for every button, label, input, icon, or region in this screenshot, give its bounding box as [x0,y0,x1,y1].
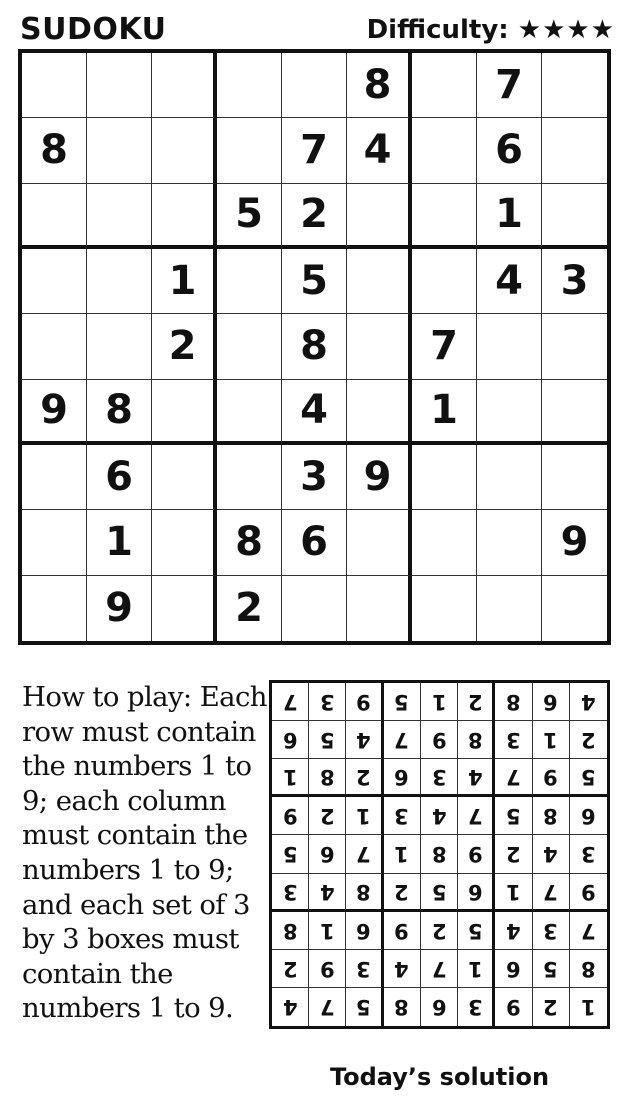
solution-cell [458,988,495,1026]
sudoku-given-cell: 5 [282,249,347,314]
solution-cell [495,950,532,988]
solution-cell [346,874,383,912]
sudoku-empty-cell[interactable] [217,53,282,118]
solution-digit: 9 [282,804,298,829]
solution-cell [421,759,458,797]
sudoku-empty-cell[interactable] [152,380,217,445]
solution-cell [309,683,346,721]
solution-digit: 3 [320,690,335,715]
sudoku-empty-cell[interactable] [22,445,87,510]
solution-cell [421,683,458,721]
solution-digit: 6 [467,879,483,904]
solution-cell [384,874,421,912]
solution-cell [570,950,607,988]
solution-digit: 8 [356,879,371,904]
solution-digit: 9 [431,728,447,753]
solution-cell [570,759,607,797]
solution-cell [309,759,346,797]
solution-digit: 6 [506,956,521,981]
solution-digit: 7 [543,879,558,904]
solution-cell [495,759,532,797]
solution-cell [458,950,495,988]
sudoku-given-cell: 9 [542,510,607,575]
sudoku-empty-cell[interactable] [347,510,412,575]
solution-cell [384,988,421,1026]
solution-digit: 8 [394,995,410,1020]
sudoku-empty-cell[interactable] [152,118,217,183]
solution-cell [272,950,309,988]
solution-digit: 3 [467,995,483,1020]
sudoku-empty-cell[interactable] [282,576,347,641]
solution-digit: 6 [543,690,558,715]
solution-digit: 7 [467,804,483,829]
solution-digit: 2 [320,804,335,829]
solution-digit: 4 [543,842,558,867]
sudoku-empty-cell[interactable] [22,510,87,575]
solution-digit: 1 [282,765,298,790]
sudoku-empty-cell[interactable] [87,118,152,183]
solution-cell [495,874,532,912]
solution-cell [570,835,607,873]
solution-cell [570,988,607,1026]
difficulty-rating [367,10,615,50]
sudoku-empty-cell[interactable] [87,53,152,118]
solution-digit: 1 [394,842,410,867]
solution-cell [533,797,570,835]
sudoku-given-cell: 3 [282,445,347,510]
solution-digit: 5 [282,842,298,867]
solution-digit: 6 [320,842,335,867]
sudoku-empty-cell[interactable] [217,118,282,183]
solution-cell [272,912,309,950]
solution-cell [346,797,383,835]
sudoku-given-cell: 7 [477,53,542,118]
sudoku-empty-cell[interactable] [542,576,607,641]
solution-digit: 9 [581,879,596,904]
solution-cell [384,721,421,759]
solution-digit: 6 [282,728,298,753]
solution-cell [495,835,532,873]
solution-cell [346,683,383,721]
sudoku-empty-cell[interactable] [152,445,217,510]
solution-cell [309,912,346,950]
sudoku-empty-cell[interactable] [152,53,217,118]
sudoku-given-cell: 9 [347,445,412,510]
solution-digit: 5 [394,690,410,715]
solution-digit: 6 [356,918,371,943]
solution-digit: 9 [320,956,335,981]
solution-cell [533,721,570,759]
sudoku-given-cell: 2 [152,314,217,379]
solution-digit: 2 [394,879,410,904]
sudoku-empty-cell[interactable] [412,184,477,249]
solution-digit: 8 [282,918,298,943]
solution-digit: 5 [506,804,521,829]
sudoku-given-cell: 3 [542,249,607,314]
solution-digit: 5 [320,728,335,753]
solution-cell [533,874,570,912]
sudoku-empty-cell[interactable] [22,53,87,118]
solution-digit: 9 [394,918,410,943]
sudoku-empty-cell[interactable] [217,380,282,445]
solution-cell [346,950,383,988]
difficulty-label: Difficulty: [366,15,509,45]
solution-cell [570,721,607,759]
solution-digit: 8 [467,728,483,753]
sudoku-given-cell: 4 [282,380,347,445]
solution-cell [272,797,309,835]
solution-digit: 6 [581,804,596,829]
solution-digit: 8 [543,804,558,829]
solution-digit: 5 [431,879,447,904]
solution-cell [272,874,309,912]
solution-digit: 3 [506,728,521,753]
sudoku-empty-cell[interactable] [542,380,607,445]
solution-digit: 5 [543,956,558,981]
solution-cell [309,988,346,1026]
solution-digit: 1 [506,879,521,904]
solution-grid [269,680,610,1029]
solution-digit: 4 [506,918,521,943]
solution-cell [384,759,421,797]
solution-cell [458,683,495,721]
sudoku-empty-cell[interactable] [477,314,542,379]
solution-digit: 1 [320,918,335,943]
solution-digit: 9 [543,765,558,790]
sudoku-given-cell: 6 [282,510,347,575]
solution-cell [384,683,421,721]
solution-digit: 4 [467,765,483,790]
solution-cell [570,797,607,835]
solution-cell [346,835,383,873]
solution-digit: 1 [431,690,447,715]
solution-cell [272,988,309,1026]
solution-cell [384,797,421,835]
solution-cell [309,950,346,988]
solution-cell [495,797,532,835]
solution-cell [458,912,495,950]
solution-digit: 1 [581,995,596,1020]
solution-cell [421,988,458,1026]
sudoku-empty-cell[interactable] [477,576,542,641]
sudoku-given-cell: 9 [22,380,87,445]
solution-cell [421,950,458,988]
solution-digit: 2 [467,690,483,715]
sudoku-empty-cell[interactable] [152,184,217,249]
sudoku-given-cell: 9 [87,576,152,641]
sudoku-empty-cell[interactable] [87,314,152,379]
sudoku-empty-cell[interactable] [542,53,607,118]
solution-cell [458,721,495,759]
solution-digit: 5 [581,765,596,790]
solution-digit: 2 [581,728,596,753]
solution-digit: 8 [506,690,521,715]
solution-cell [384,950,421,988]
page-title: SUDOKU [20,12,167,47]
solution-caption: Today’s solution [329,1063,550,1091]
solution-digit: 4 [581,690,596,715]
solution-digit: 7 [356,842,371,867]
sudoku-empty-cell[interactable] [22,576,87,641]
solution-digit: 4 [431,804,447,829]
sudoku-empty-cell[interactable] [347,576,412,641]
solution-digit: 9 [506,995,521,1020]
sudoku-given-cell: 5 [217,184,282,249]
sudoku-given-cell: 7 [412,314,477,379]
sudoku-empty-cell[interactable] [22,314,87,379]
sudoku-empty-cell[interactable] [477,380,542,445]
solution-digit: 1 [356,804,371,829]
sudoku-given-cell: 8 [347,53,412,118]
solution-digit: 7 [431,956,447,981]
solution-cell [533,759,570,797]
solution-cell [421,835,458,873]
sudoku-empty-cell[interactable] [152,510,217,575]
sudoku-empty-cell[interactable] [217,249,282,314]
solution-cell [570,874,607,912]
solution-cell [309,721,346,759]
solution-digit: 4 [282,995,298,1020]
solution-digit: 9 [467,842,483,867]
sudoku-given-cell: 8 [87,380,152,445]
sudoku-given-cell: 8 [217,510,282,575]
sudoku-empty-cell[interactable] [152,576,217,641]
sudoku-given-cell: 1 [152,249,217,314]
solution-digit: 2 [431,918,447,943]
sudoku-empty-cell[interactable] [542,445,607,510]
solution-digit: 5 [467,918,483,943]
sudoku-empty-cell[interactable] [412,118,477,183]
difficulty-stars: ★★★★ [517,15,615,45]
solution-cell [309,797,346,835]
solution-cell [346,912,383,950]
solution-cell [533,835,570,873]
solution-cell [458,759,495,797]
solution-cell [570,912,607,950]
sudoku-given-cell: 7 [282,118,347,183]
sudoku-given-cell: 8 [282,314,347,379]
sudoku-given-cell: 2 [282,184,347,249]
solution-cell [421,721,458,759]
solution-cell [346,759,383,797]
solution-digit: 1 [543,728,558,753]
solution-cell [458,874,495,912]
solution-cell [272,835,309,873]
solution-digit: 4 [320,879,335,904]
solution-digit: 3 [394,804,410,829]
solution-digit: 6 [394,765,410,790]
solution-digit: 3 [282,879,298,904]
sudoku-empty-cell[interactable] [87,184,152,249]
sudoku-empty-cell[interactable] [542,118,607,183]
solution-cell [421,797,458,835]
solution-cell [533,683,570,721]
sudoku-given-cell: 4 [347,118,412,183]
solution-digit: 4 [356,728,371,753]
sudoku-given-cell: 1 [412,380,477,445]
solution-digit: 7 [320,995,335,1020]
sudoku-given-cell: 1 [477,184,542,249]
solution-digit: 7 [282,690,298,715]
solution-cell [346,721,383,759]
solution-cell [384,835,421,873]
solution-cell [458,835,495,873]
sudoku-given-cell: 6 [87,445,152,510]
solution-cell [421,912,458,950]
solution-cell [309,835,346,873]
solution-cell [495,721,532,759]
solution-digit: 7 [581,918,596,943]
sudoku-given-cell: 2 [217,576,282,641]
solution-cell [533,912,570,950]
solution-digit: 5 [356,995,371,1020]
solution-cell [570,683,607,721]
sudoku-empty-cell[interactable] [412,510,477,575]
sudoku-given-cell: 6 [477,118,542,183]
sudoku-empty-cell[interactable] [22,249,87,314]
sudoku-empty-cell[interactable] [412,445,477,510]
solution-digit: 3 [431,765,447,790]
solution-cell [272,683,309,721]
solution-digit: 8 [431,842,447,867]
how-to-play-text: How to play: Each row must contain the numbers 1 to 9; each column must contain the numbers 1 to 9; and each set of 3 by 3 boxes must contain the numbers 1 to 9. [22,681,267,1025]
sudoku-given-cell: 1 [87,510,152,575]
solution-cell [495,988,532,1026]
solution-cell [272,721,309,759]
sudoku-empty-cell[interactable] [217,445,282,510]
solution-digit: 3 [356,956,371,981]
solution-digit: 7 [506,765,521,790]
sudoku-empty-cell[interactable] [347,314,412,379]
solution-digit: 7 [394,728,410,753]
sudoku-empty-cell[interactable] [347,184,412,249]
solution-digit: 8 [581,956,596,981]
solution-cell [533,950,570,988]
sudoku-empty-cell[interactable] [217,314,282,379]
sudoku-empty-cell[interactable] [477,510,542,575]
solution-digit: 8 [320,765,335,790]
sudoku-empty-cell[interactable] [542,314,607,379]
sudoku-grid [18,49,611,645]
sudoku-empty-cell[interactable] [412,576,477,641]
solution-cell [272,759,309,797]
sudoku-given-cell: 8 [22,118,87,183]
sudoku-given-cell: 4 [477,249,542,314]
sudoku-empty-cell[interactable] [22,184,87,249]
solution-digit: 2 [356,765,371,790]
solution-digit: 3 [543,918,558,943]
sudoku-empty-cell[interactable] [87,249,152,314]
solution-digit: 3 [581,842,596,867]
sudoku-empty-cell[interactable] [412,53,477,118]
solution-cell [346,988,383,1026]
solution-cell [495,912,532,950]
sudoku-empty-cell[interactable] [412,249,477,314]
sudoku-empty-cell[interactable] [347,249,412,314]
solution-digit: 1 [467,956,483,981]
solution-cell [495,683,532,721]
solution-digit: 4 [394,956,410,981]
solution-digit: 2 [282,956,298,981]
sudoku-empty-cell[interactable] [282,53,347,118]
sudoku-empty-cell[interactable] [477,445,542,510]
solution-cell [458,797,495,835]
solution-cell [533,988,570,1026]
sudoku-empty-cell[interactable] [347,380,412,445]
solution-cell [421,874,458,912]
solution-digit: 9 [356,690,371,715]
solution-cell [384,912,421,950]
solution-digit: 2 [543,995,558,1020]
solution-digit: 6 [431,995,447,1020]
solution-digit: 2 [506,842,521,867]
sudoku-empty-cell[interactable] [542,184,607,249]
solution-cell [309,874,346,912]
